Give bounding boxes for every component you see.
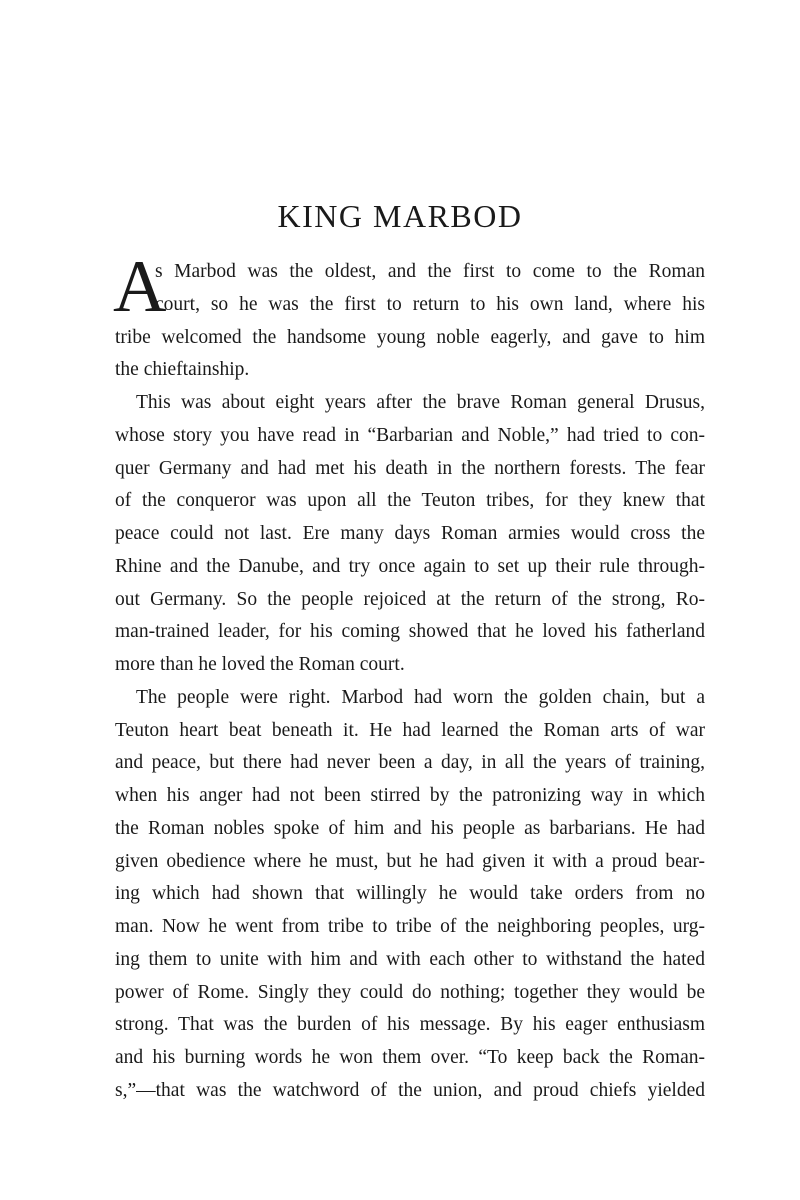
text-line: and his burning words he won them over. “To keep back the Roman-: [115, 1047, 705, 1068]
text-line: The people were right. Marbod had worn the golden chain, but a: [136, 686, 705, 708]
text-line: quer Germany and had met his death in the northern forests. The fear: [115, 457, 705, 479]
drop-cap: A: [113, 246, 167, 328]
text-line: peace could not last. Ere many days Roman armies would cross the: [115, 523, 705, 544]
text-line: when his anger had not been stirred by the patronizing way in which: [115, 785, 705, 806]
paragraph-3: [115, 682, 705, 1108]
text-line: whose story you have read in “Barbarian and Noble,” had tried to con-: [115, 424, 705, 446]
text-line: Teuton heart beat beneath it. He had learned the Roman arts of war: [115, 719, 705, 741]
text-line: strong. That was the burden of his message. By his eager enthusiasm: [115, 1014, 705, 1036]
text-line: man. Now he went from tribe to tribe of the neighboring peoples, urg-: [115, 916, 705, 937]
text-line: the chieftainship.: [115, 359, 250, 381]
text-line: given obedience where he must, but he had given it with a proud bear-: [115, 850, 705, 872]
text-line: ing which had shown that willingly he would take orders from no: [115, 883, 705, 905]
text-line: man-trained leader, for his coming showed that he loved his fatherland: [115, 621, 705, 643]
text-line: the Roman nobles spoke of him and his people as barbarians. He had: [115, 817, 705, 839]
text-line: This was about eight years after the brave Roman general Drusus,: [136, 392, 705, 413]
text-line: more than he loved the Roman court.: [115, 654, 405, 675]
paragraph-1: [113, 246, 705, 387]
text-line: power of Rome. Singly they could do nothing; together they would be: [115, 981, 705, 1003]
text-line: court, so he was the first to return to his own land, where his: [155, 293, 705, 315]
paragraph-2: [115, 387, 705, 682]
chapter-title: KING MARBOD: [277, 198, 523, 234]
body-text: [113, 246, 705, 1108]
text-line: tribe welcomed the handsome young noble eagerly, and gave to him: [115, 326, 705, 348]
text-line: of the conqueror was upon all the Teuton tribes, for they knew that: [115, 490, 705, 512]
text-line: s Marbod was the oldest, and the first to come to the Roman: [155, 261, 705, 282]
text-line: Rhine and the Danube, and try once again to set up their rule through-: [115, 555, 705, 577]
text-line: and peace, but there had never been a day, in all the years of training,: [115, 752, 705, 774]
text-line: out Germany. So the people rejoiced at the return of the strong, Ro-: [115, 588, 705, 610]
text-line: ing them to unite with him and with each other to withstand the hated: [115, 948, 705, 970]
text-line: s,”—that was the watchword of the union, and proud chiefs yielded: [115, 1079, 705, 1101]
